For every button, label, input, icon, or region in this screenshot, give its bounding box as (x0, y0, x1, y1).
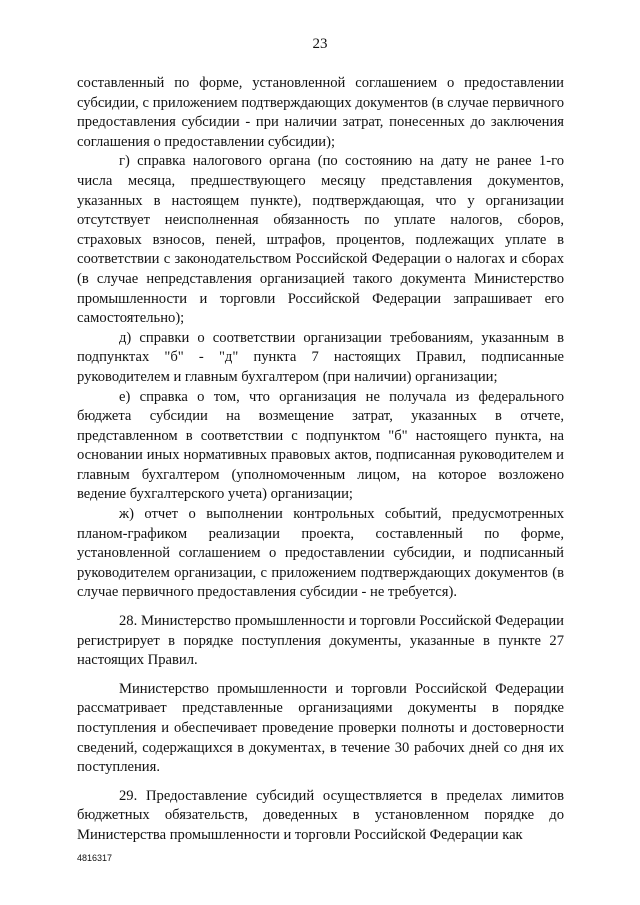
paragraph-section-28: 28. Министерство промышленности и торговли Российской Федерации регистрирует в порядке поступления документы, указанные в пункте 27 настоящих Правил. (77, 613, 564, 669)
paragraph-item-e: е) справка о том, что организация не получала из федерального бюджета субсидии на возмещение затрат, указанных в отчете, представленном в соответствии с подпунктом "б" настоящего пункта, на основании иных нормативных правовых актов, подписанная руководителем и главным бухгалтером (уполномоченным лицом, на которое возложено ведение бухгалтерского учета) организации; (77, 388, 564, 503)
paragraph-section-29: 29. Предоставление субсидий осуществляется в пределах лимитов бюджетных обязательств, доведенных в установленном порядке до Министерства промышленности и торговли Российской Федерации как (77, 787, 564, 843)
page-number: 23 (312, 36, 328, 52)
paragraph-section-28-review: Министерство промышленности и торговли Российской Федерации рассматривает представленные организациями документы в порядке поступления и обеспечивает проведение проверки полноты и достоверности сведений, содержащихся в документах, в течение 30 рабочих дней со дня их поступления. (77, 680, 564, 776)
document-body (77, 74, 564, 846)
paragraph-item-d: д) справки о соответствии организации требованиям, указанным в подпунктах "б" - "д" пункта 7 настоящих Правил, подписанные руководителем и главным бухгалтером (при наличии) организации; (77, 329, 564, 385)
document-code: 4816317 (77, 853, 113, 863)
paragraph-continuation: составленный по форме, установленной соглашением о предоставлении субсидии, с приложением подтверждающих документов (в случае первичного предоставления субсидии - при наличии затрат, понесенных до заключения соглашения о предоставлении субсидии); (77, 75, 564, 150)
paragraph-item-g: г) справка налогового органа (по состоянию на дату не ранее 1-го числа месяца, предшествующего месяцу представления документов, указанных в настоящем пункте), подтверждающая, что у организации отсутствует неисполненная обязанность по уплате налогов, сборов, страховых взносов, пеней, штрафов, процентов, подлежащих уплате в соответствии с законодательством Российской Федерации о налогах и сборах (в случае непредставления организацией такого документа Министерство промышленности и торговли Российской Федерации запрашивает его самостоятельно); (77, 153, 564, 327)
paragraph-item-zh: ж) отчет о выполнении контрольных событий, предусмотренных планом-графиком реализации проекта, составленный по форме, установленной соглашением о предоставлении субсидии, и подписанный руководителем организации, с приложением подтверждающих документов (в случае первичного предоставления субсидии - не требуется). (77, 506, 564, 601)
